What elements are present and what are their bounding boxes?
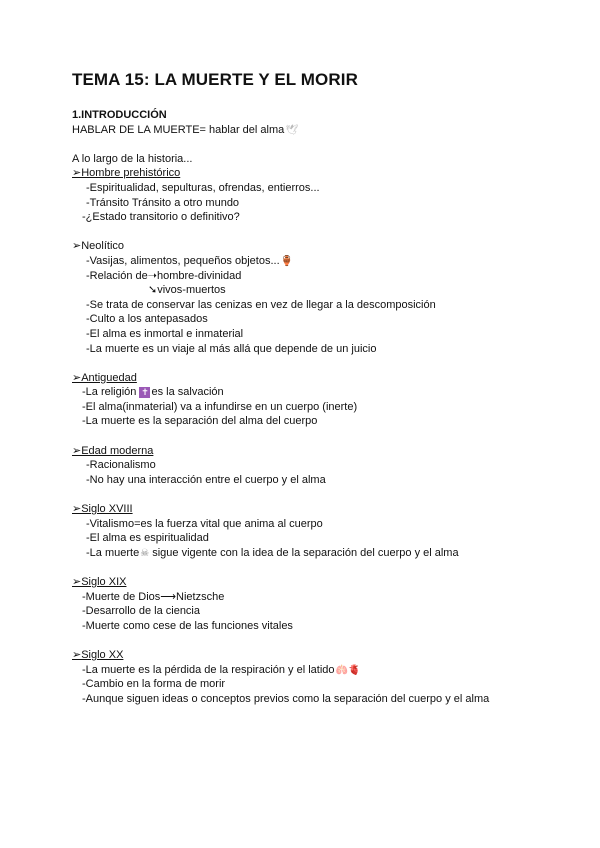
intro-text: HABLAR DE LA MUERTE= hablar del alma — [72, 123, 285, 136]
list-item: -Relación de➝hombre-divinidad — [86, 269, 242, 282]
list-item: -¿Estado transitorio o definitivo? — [82, 211, 240, 224]
document-page — [72, 70, 572, 706]
intro-line — [72, 123, 572, 138]
list-item: -Espiritualidad, sepulturas, ofrendas, entierros... — [86, 181, 320, 194]
list-item: -Tránsito Tránsito a otro mundo — [86, 196, 240, 209]
list-item: -La muerte es la separación del alma del cuerpo — [82, 415, 318, 428]
list-item: -Se trata de conservar las cenizas en vez de llegar a la descomposición — [86, 298, 436, 311]
list-item: -No hay una interacción entre el cuerpo y el alma — [86, 473, 326, 486]
section-heading-neolitico: ➢Neolítico — [72, 240, 125, 253]
list-item: -Muerte de Dios⟶Nietzsche — [82, 590, 225, 603]
list-item: -La religión ✝ es la salvación — [82, 386, 224, 399]
list-item: -La muerte☠ sigue vigente con la idea de la separación del cuerpo y el alma — [72, 546, 572, 561]
cross-icon: ✝ — [141, 387, 149, 398]
section-heading-xix: ➢Siglo XIX — [72, 576, 127, 588]
list-item: ➘vivos-muertos — [148, 284, 226, 297]
section-heading-xx: ➢Siglo XX — [72, 648, 124, 661]
section-heading-prehistorico: ➢Hombre prehistórico — [72, 167, 181, 180]
section-heading-xviii: ➢Siglo XVIII — [72, 503, 133, 516]
intro-heading: 1.INTRODUCCIÓN — [72, 109, 167, 121]
list-item: -Cambio en la forma de morir — [82, 678, 226, 691]
list-item: -Racionalismo — [86, 459, 156, 472]
document-title: TEMA 15: LA MUERTE Y EL MORIR — [72, 70, 358, 89]
list-item: -Vitalismo=es la fuerza vital que anima al cuerpo — [86, 517, 323, 530]
skull-icon: ☠ — [140, 547, 150, 559]
list-item: -Desarrollo de la ciencia — [82, 605, 200, 618]
list-item: -El alma(inmaterial) va a infundirse en un cuerpo (inerte) — [82, 400, 358, 413]
section-heading-antiguedad: ➢Antiguedad — [72, 371, 137, 384]
list-item: -Culto a los antepasados — [86, 313, 208, 326]
dove-icon: 🕊 — [285, 124, 298, 136]
list-item: -La muerte es un viaje al más allá que depende de un juicio — [86, 342, 377, 355]
section-heading-moderna: ➢Edad moderna — [72, 444, 154, 457]
list-item: -Aunque siguen ideas o conceptos previos como la separación del cuerpo y el alma — [82, 692, 490, 705]
list-item: -El alma es espiritualidad — [86, 532, 209, 545]
list-item: -Vasijas, alimentos, pequeños objetos...🏺 — [72, 254, 572, 269]
list-item: -El alma es inmortal e inmaterial — [86, 327, 244, 340]
history-line: A lo largo de la historia... — [72, 152, 193, 165]
list-item: -La muerte es la pérdida de la respiración y el latido🫁🫀 — [72, 663, 572, 678]
vase-icon: 🏺 — [280, 255, 294, 267]
lungs-heart-icon: 🫁🫀 — [335, 664, 361, 676]
list-item: -Muerte como cese de las funciones vitales — [82, 619, 293, 632]
